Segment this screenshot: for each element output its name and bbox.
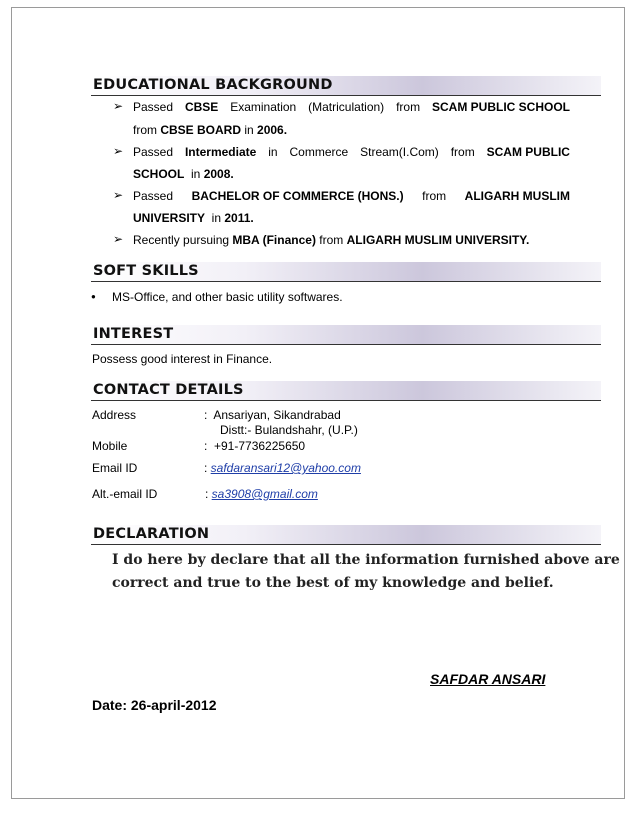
edu-item-2-line-1 [133,145,570,159]
word: Passed [133,189,174,203]
section-title: CONTACT DETAILS [93,382,244,398]
section-header-soft-skills [91,262,601,282]
text: 2008. [203,167,234,181]
interest-text: Possess good interest in Finance. [92,352,273,366]
mobile-value: : +91-7736225650 [204,439,306,453]
arrow-bullet-icon: ➢ [113,188,124,202]
email-label: Email ID [92,461,138,475]
word: Commerce [289,145,349,159]
section-title: SOFT SKILLS [93,263,199,279]
text: ALIGARH MUSLIM UNIVERSITY. [346,233,530,247]
text: in [184,167,204,181]
text: SCHOOL [133,167,185,181]
signature-name: SAFDAR ANSARI [430,671,546,687]
word: Examination [230,100,297,114]
soft-skill-item: MS-Office, and other basic utility softwares. [112,290,343,304]
word: CBSE [184,100,219,114]
text: from [315,233,347,247]
word: from [450,145,475,159]
separator: : [205,487,212,501]
word: SCAM PUBLIC SCHOOL [431,100,570,114]
alt-email-label: Alt.-email ID [92,487,158,501]
word: Intermediate [184,145,257,159]
edu-item-2-line-2 [133,167,234,181]
declaration-line-1: I do here by declare that all the information furnished above are [112,552,620,568]
edu-item-3-line-1 [133,189,570,203]
text: 2006. [257,123,288,137]
word: Passed [133,100,174,114]
edu-item-1-line-1 [133,100,570,114]
section-title: INTEREST [93,326,174,342]
word: SCAM PUBLIC [486,145,570,159]
text: 2011. [224,211,254,225]
mobile-label: Mobile [92,439,128,453]
address-label: Address [92,408,137,422]
word: Stream(I.Com) [360,145,439,159]
edu-item-3-line-2 [133,211,254,225]
word: BACHELOR OF COMMERCE (HONS.) [191,189,404,203]
text: MBA (Finance) [232,233,316,247]
text: Recently pursuing [133,233,233,247]
arrow-bullet-icon: ➢ [113,144,124,158]
alt-email-link[interactable]: sa3908@gmail.com [211,487,318,501]
section-header-contact [91,381,601,401]
arrow-bullet-icon: ➢ [113,99,124,113]
text: UNIVERSITY [133,211,206,225]
text: in [205,211,225,225]
section-title: DECLARATION [93,526,210,542]
edu-item-4 [133,233,529,247]
text: from [133,123,161,137]
text: in [241,123,258,137]
section-header-education [91,76,601,96]
arrow-bullet-icon: ➢ [113,232,124,246]
word: from [396,100,421,114]
round-bullet-icon: ● [91,292,96,301]
address-line-2: Distt:- Bulandshahr, (U.P.) [220,423,358,437]
text: CBSE BOARD [160,123,242,137]
word: Passed [133,145,174,159]
word: ALIGARH MUSLIM [464,189,570,203]
separator: : [204,461,211,475]
word: from [422,189,447,203]
address-line-1: : Ansariyan, Sikandrabad [204,408,341,422]
email-link[interactable]: safdaransari12@yahoo.com [210,461,361,475]
declaration-line-2: correct and true to the best of my knowledge and belief. [112,575,554,591]
word: (Matriculation) [308,100,385,114]
edu-item-1-line-2 [133,123,287,137]
section-header-interest [91,325,601,345]
date: Date: 26-april-2012 [92,697,217,713]
email-row [204,461,361,475]
alt-email-row [205,487,318,501]
word: in [268,145,278,159]
section-header-declaration [91,525,601,545]
section-title: EDUCATIONAL BACKGROUND [93,77,333,93]
